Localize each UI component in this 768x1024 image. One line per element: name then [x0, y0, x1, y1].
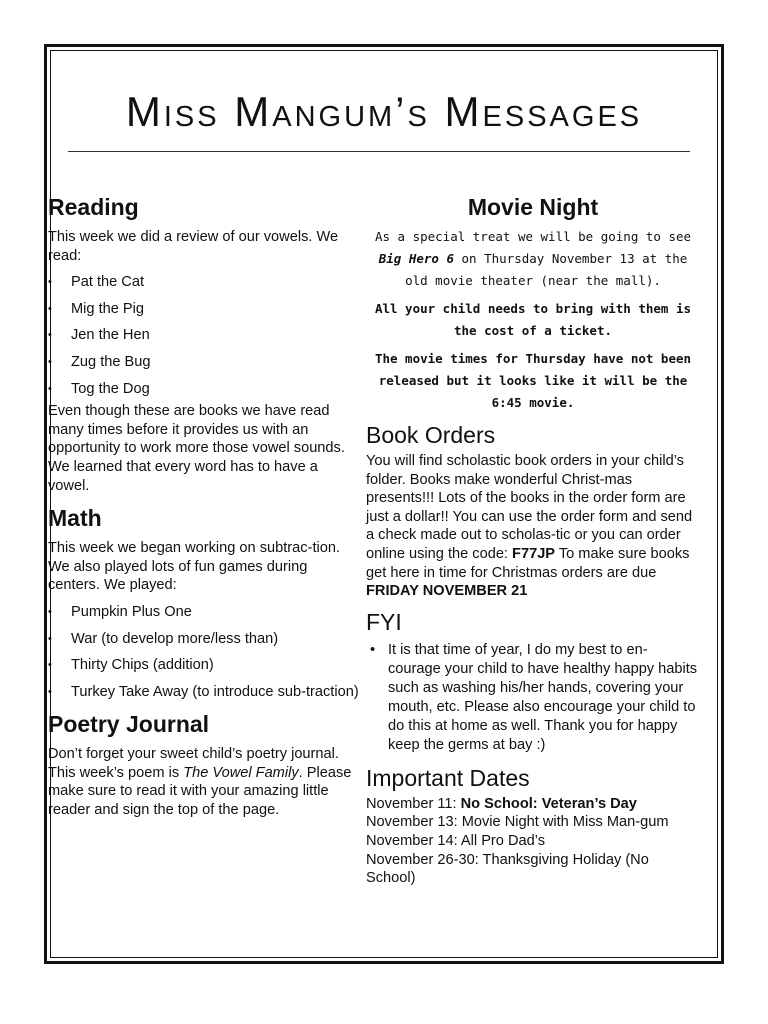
dates-list: [366, 795, 700, 888]
reading-book-list: [48, 273, 360, 398]
right-column: [366, 192, 700, 888]
book-orders-heading: Book Orders: [366, 422, 496, 448]
movie-text-after: on Thursday November 13 at the old movie theater (near the mall).: [405, 251, 688, 288]
order-due-date: FRIDAY NOVEMBER 21: [366, 583, 528, 600]
reading-intro: This week we did a review of our vowels. We read:: [48, 229, 339, 264]
book-orders-text-before: You will find scholastic book orders in your child’s folder. Books make wonderful Christ-mas presents!!! Lots of the books in the order form are just a dollar!! You can use the order form and send a check made out to scholas-tic or you can order online using the code:: [366, 453, 693, 562]
date-event: All Pro Dad’s: [460, 832, 546, 849]
math-section: [48, 503, 360, 701]
list-item: • Pumpkin Plus One: [48, 603, 360, 622]
fyi-list: [366, 641, 700, 755]
movie-text-before: As a special treat we will be going to see: [374, 229, 692, 244]
list-item: • Jen the Hen: [48, 326, 360, 345]
poetry-journal-section: [48, 709, 360, 819]
reading-section: [48, 192, 360, 495]
math-game-list: [48, 603, 360, 701]
poetry-journal-heading: Poetry Journal: [48, 711, 210, 738]
important-dates-section: [366, 763, 700, 888]
list-item: • War (to develop more/less than): [48, 630, 360, 649]
list-item: • Mig the Pig: [48, 300, 360, 319]
date-item: [366, 795, 700, 814]
book-orders-section: [366, 420, 700, 601]
movie-title: Big Hero 6: [378, 251, 454, 266]
poetry-text-after: . Please make sure to read it with your amazing little reader and sign the top of the page.: [48, 764, 352, 819]
date-event: Thanksgiving Holiday (No School): [366, 851, 649, 887]
movie-night-heading: Movie Night: [467, 194, 599, 220]
date-label: November 14:: [366, 832, 461, 849]
movie-night-details: [366, 226, 700, 292]
movie-cost-text: All your child needs to bring with them is the cost of a ticket.: [374, 301, 692, 338]
date-item: [366, 851, 700, 888]
book-orders-text: [366, 452, 700, 601]
fyi-section: [366, 607, 700, 755]
date-label: November 26-30:: [366, 851, 483, 868]
math-heading: Math: [48, 505, 102, 532]
left-column: [48, 192, 360, 820]
date-event: No School: Veteran’s Day: [460, 795, 637, 812]
date-event: Movie Night with Miss Man-gum: [461, 814, 669, 831]
movie-night-section: [366, 192, 700, 414]
book-orders-text-middle: To make sure books get here in time for Christmas orders are due: [366, 545, 690, 581]
title-divider: [68, 151, 690, 152]
poetry-text-before: Don’t forget your sweet child’s poetry journal. This week’s poem is: [48, 746, 339, 781]
reading-outro: Even though these are books we have read many times before it provides us with an opportunity to work more those vowel sounds. We learned that every word has to have a vowel.: [48, 403, 345, 494]
newsletter-title: Miss Mangum’s Messages: [125, 88, 643, 135]
order-code: F77JP: [512, 545, 556, 562]
movie-night-times: [366, 348, 700, 414]
list-item: • Turkey Take Away (to introduce sub-traction): [48, 683, 360, 702]
list-item: • Thirty Chips (addition): [48, 656, 360, 675]
list-item: • Tog the Dog: [48, 380, 360, 399]
date-item: [366, 832, 700, 851]
movie-night-cost: [366, 298, 700, 342]
math-intro: This week we began working on subtrac-tion. We also played lots of fun games during centers. We played:: [48, 540, 341, 594]
list-item: • Pat the Cat: [48, 273, 360, 292]
poem-title: The Vowel Family: [183, 764, 299, 781]
date-label: November 13:: [366, 814, 462, 831]
fyi-heading: FYI: [366, 608, 402, 635]
movie-times-text: The movie times for Thursday have not been released but it looks like it will be the 6:45 movie.: [374, 351, 692, 410]
poetry-journal-text: [48, 745, 360, 819]
date-item: [366, 813, 700, 832]
reading-heading: Reading: [48, 194, 139, 220]
important-dates-heading: Important Dates: [366, 764, 530, 791]
list-item: • Zug the Bug: [48, 353, 360, 372]
date-label: November 11:: [366, 795, 461, 812]
list-item: • It is that time of year, I do my best to en-courage your child to have healthy happy habits such as washing his/her hands, covering your mouth, etc. Please also encourage your child to do this at home as well. Thank you for happy keep the germs at bay :): [366, 641, 700, 755]
